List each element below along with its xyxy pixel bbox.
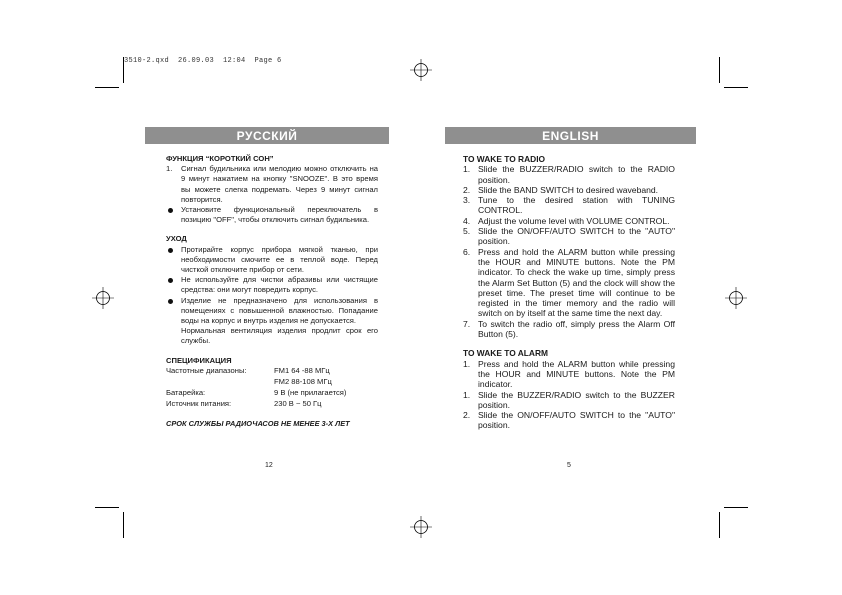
list-item-text: Сигнал будильника или мелодию можно отключить на 9 минут нажатием на кнопку "SNOOZE". В это время вы можете слегка подремать. Через 9 минут сигнал повторится. — [181, 164, 378, 204]
spec-label: Частотные диапазоны: — [166, 365, 247, 375]
list-marker: 3. — [463, 195, 471, 206]
list-item-text: Протирайте корпус прибора мягкой тканью, при необходимости смочите ее в теплой воде. Перед чисткой отключите прибор от сети. — [181, 244, 378, 275]
list-item-text: Tune to the desired station with TUNING CONTROL. — [478, 195, 675, 216]
registration-mark-icon — [725, 287, 747, 309]
list-item-text: Изделие не предназначено для использования в помещениях с повышенной влажностью. Попадание воды на корпус и внутрь изделия не допускается. — [181, 295, 378, 326]
snooze-list — [166, 164, 378, 225]
care-heading: УХОД — [166, 234, 187, 244]
bullet-icon — [168, 208, 173, 213]
list-item — [166, 205, 378, 225]
crop-mark — [123, 57, 124, 83]
list-item — [166, 245, 378, 276]
list-item-text: Slide the ON/OFF/AUTO SWITCH to the "AUTO" position. — [478, 226, 675, 247]
crop-mark — [123, 512, 124, 538]
wake-radio-heading: TO WAKE TO RADIO — [463, 154, 546, 164]
page-number-right: 5 — [567, 462, 571, 469]
registration-mark-icon — [410, 59, 432, 81]
file-slug: 3510-2.qxd 26.09.03 12:04 Page 6 — [124, 57, 282, 65]
list-marker: 6. — [463, 246, 471, 257]
crop-mark — [95, 507, 119, 508]
wake-alarm-heading: TO WAKE TO ALARM — [463, 348, 548, 359]
list-item — [166, 275, 378, 295]
service-life-note: СРОК СЛУЖБЫ РАДИОЧАСОВ НЕ МЕНЕЕ 3-Х ЛЕТ — [166, 418, 350, 428]
crop-mark — [719, 57, 720, 83]
spec-label: Источник питания: — [166, 399, 232, 409]
list-marker: 2. — [463, 410, 471, 421]
list-item — [463, 226, 675, 247]
list-item — [463, 359, 675, 390]
wake-alarm-list — [463, 359, 675, 431]
list-item-text: Press and hold the ALARM button while pressing the HOUR and MINUTE buttons. Note the PM indicator. To check the wake up time, simply press the Alarm Set Button (5) and the clock will show the preset time. The preset time will continue to be registed in the timer memory and the radio will switch on by itself at the same time the next day. — [478, 246, 675, 319]
list-item-text: Adjust the volume level with VOLUME CONTROL. — [478, 215, 670, 226]
registration-mark-icon — [410, 516, 432, 538]
spec-value: 9 В (не прилагается) — [274, 388, 347, 398]
list-marker: 4. — [463, 215, 471, 226]
list-item-text: Установите функциональный переключатель в позицию "OFF", чтобы отключить сигнал будильника. — [181, 205, 378, 225]
list-item — [463, 410, 675, 431]
list-item — [463, 195, 675, 216]
russian-column — [166, 154, 378, 429]
list-marker: 2. — [463, 184, 471, 195]
list-item-text: Press and hold the ALARM button while pressing the HOUR and MINUTE buttons. Note the PM indicator. — [478, 358, 675, 390]
spec-value: FM2 88-108 МГц — [274, 377, 332, 387]
crop-mark — [95, 87, 119, 88]
spec-table — [166, 366, 378, 410]
section-header-english: ENGLISH — [445, 127, 696, 144]
list-marker: 1. — [166, 164, 173, 174]
bullet-icon — [168, 248, 173, 253]
spec-label: Батарейка: — [166, 388, 206, 398]
list-item — [463, 247, 675, 319]
list-item-text: Slide the BAND SWITCH to desired waveband. — [478, 184, 659, 195]
crop-mark — [719, 512, 720, 538]
list-item — [463, 164, 675, 185]
list-item — [463, 185, 675, 195]
list-item-text: Не используйте для чистки абразивы или чистящие средства: они могут повредить корпус. — [181, 275, 378, 295]
bullet-icon — [168, 299, 173, 304]
list-item-text: Slide the BUZZER/RADIO switch to the BUZZER position. — [478, 389, 675, 410]
list-item — [166, 164, 378, 205]
list-marker: 1. — [463, 389, 471, 400]
english-column — [463, 154, 675, 431]
spec-heading: СПЕЦИФИКАЦИЯ — [166, 355, 232, 365]
list-item-text: To switch the radio off, simply press the Alarm Off Button (5). — [478, 318, 675, 340]
spec-value: FM1 64 -88 МГц — [274, 365, 330, 375]
spec-value: 230 В ~ 50 Гц — [274, 399, 322, 409]
bullet-icon — [168, 278, 173, 283]
care-note: Нормальная вентиляция изделия продлит срок его службы. — [181, 326, 378, 346]
list-item-text: Slide the BUZZER/RADIO switch to the RADIO position. — [478, 164, 675, 185]
list-item — [463, 216, 675, 226]
registration-mark-icon — [92, 287, 114, 309]
spec-label — [166, 377, 274, 387]
crop-mark — [724, 87, 748, 88]
list-item — [166, 296, 378, 327]
list-item — [463, 390, 675, 411]
list-marker: 7. — [463, 318, 471, 329]
crop-mark — [724, 507, 748, 508]
section-header-russian: РУССКИЙ — [145, 127, 389, 144]
list-item — [463, 319, 675, 340]
snooze-heading: ФУНКЦИЯ “КОРОТКИЙ СОН” — [166, 154, 274, 163]
list-marker: 5. — [463, 226, 471, 237]
wake-radio-list — [463, 164, 675, 339]
list-item-text: Slide the ON/OFF/AUTO SWITCH to the "AUTO" position. — [478, 410, 675, 431]
page-number-left: 12 — [265, 462, 273, 469]
care-list — [166, 245, 378, 327]
list-marker: 1. — [463, 358, 471, 369]
list-marker: 1. — [463, 164, 471, 175]
